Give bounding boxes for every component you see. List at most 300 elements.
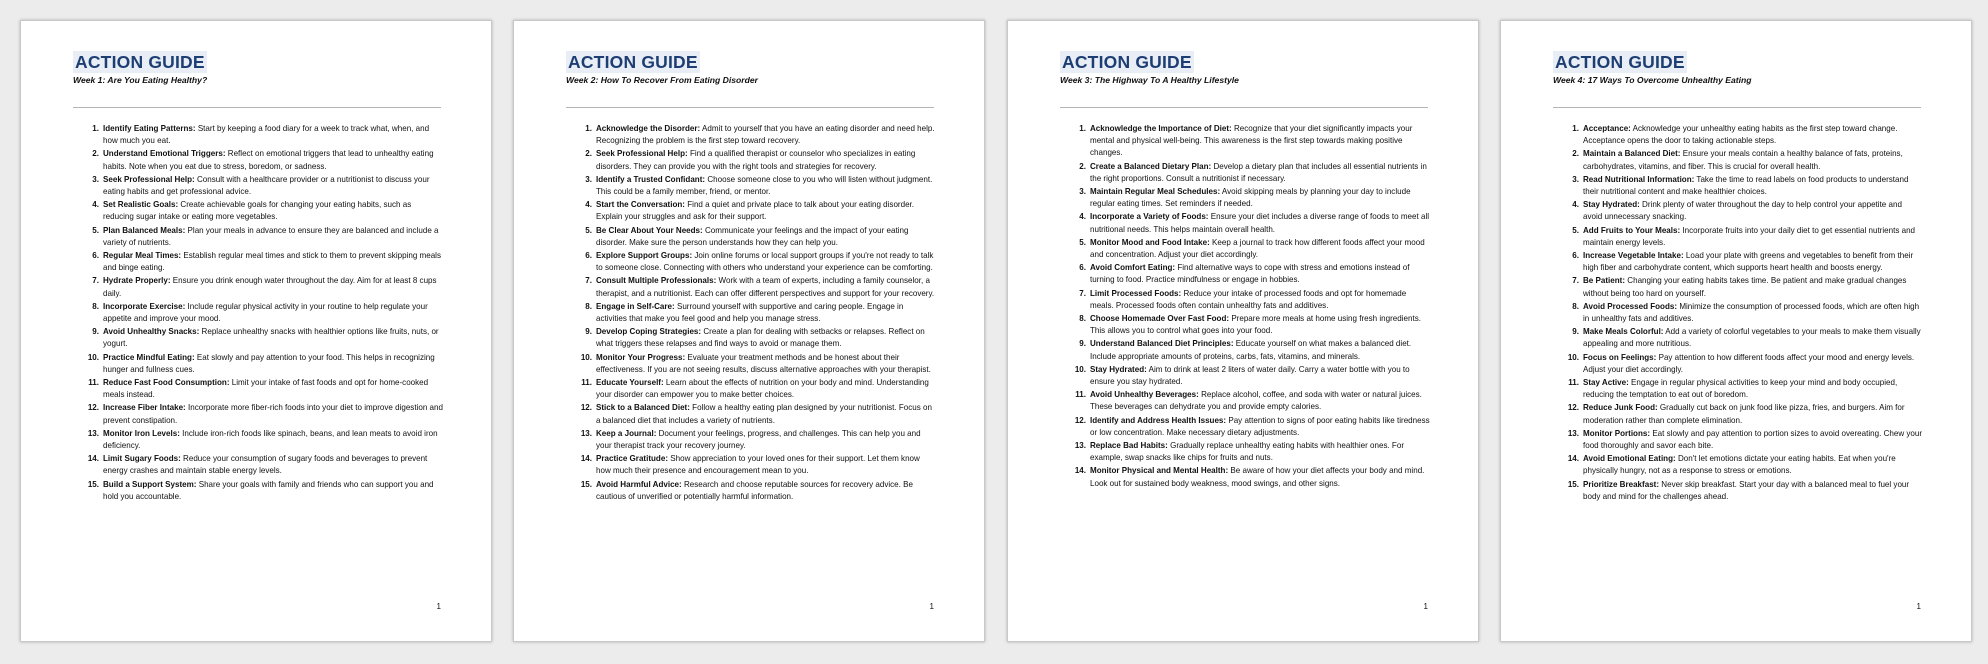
list-item: [1563, 479, 1923, 503]
list-item: [83, 123, 443, 147]
list-item: [576, 428, 936, 452]
item-number: 10.: [87, 352, 99, 362]
item-label: Seek Professional Help:: [596, 149, 688, 159]
page-number: 1: [1916, 602, 1921, 611]
item-label: Stay Hydrated:: [1583, 200, 1640, 210]
item-label: Keep a Journal:: [596, 428, 657, 438]
item-number: 1.: [585, 124, 592, 133]
item-label: Explore Support Groups:: [596, 251, 693, 261]
list-item: [83, 199, 443, 223]
item-body: [1583, 377, 1923, 401]
item-number: 6.: [585, 251, 592, 261]
list-item: [83, 326, 443, 350]
page-subtitle: Week 2: How To Recover From Eating Disorder: [566, 75, 758, 85]
divider: [1060, 107, 1428, 108]
item-number: 7.: [92, 276, 99, 286]
item-text: Keep a journal to track how different foods affect your mood and concentration. Adjust your diet accordingly.: [1090, 237, 1425, 260]
list-item: [1070, 415, 1430, 439]
list-item: [83, 402, 443, 426]
item-number: 8.: [585, 301, 592, 311]
list-item: [576, 479, 936, 503]
item-label: Practice Gratitude:: [596, 454, 668, 464]
item-number: 10.: [1567, 352, 1579, 362]
list-item: [1563, 174, 1923, 198]
item-number: 9.: [1572, 327, 1579, 337]
item-number: 3.: [585, 174, 592, 184]
item-number: 12.: [1074, 415, 1086, 425]
item-label: Plan Balanced Meals:: [103, 225, 186, 235]
item-number: 6.: [92, 251, 99, 261]
item-label: Avoid Unhealthy Beverages:: [1090, 390, 1199, 400]
item-number: 11.: [1568, 378, 1579, 388]
page-title: ACTION GUIDE: [75, 52, 205, 72]
item-label: Be Patient:: [1583, 276, 1626, 286]
item-text: Consult with a healthcare provider or a nutritionist to discuss your eating habits and get professional advice.: [103, 174, 430, 197]
item-body: [596, 377, 936, 401]
item-text: Limit your intake of fast foods and opt for home-cooked meals instead.: [103, 378, 429, 400]
item-text: Acknowledge your unhealthy eating habits as the first step toward change. Acceptance opens the door to taking actionable steps.: [1583, 124, 1898, 146]
item-number: 10.: [1074, 364, 1086, 374]
item-text: Changing your eating habits takes time. Be patient and make gradual changes without being too hard on yourself.: [1583, 276, 1907, 298]
item-body: [1090, 123, 1430, 160]
item-number: 3.: [1079, 187, 1086, 197]
item-number: 9.: [92, 327, 99, 337]
item-body: [1583, 402, 1923, 426]
item-label: Be Clear About Your Needs:: [596, 225, 703, 235]
item-text: Ensure your diet includes a diverse range of foods to meet all nutritional needs. This helps maintain overall health.: [1090, 212, 1430, 234]
item-label: Focus on Feelings:: [1583, 352, 1657, 362]
item-number: 11.: [1075, 390, 1086, 400]
item-text: Replace alcohol, coffee, and soda with water or natural juices. These beverages can dehydrate you and provide empty calories.: [1090, 390, 1422, 412]
item-number: 12.: [580, 403, 592, 413]
item-number: 15.: [1567, 479, 1579, 489]
list-item: [576, 148, 936, 172]
item-text: Evaluate your treatment methods and be honest about their effectiveness. If you are not seeing results, discuss alternative approaches with your therapist.: [596, 352, 931, 374]
item-body: [1583, 352, 1923, 376]
item-text: Pay attention to signs of poor eating habits like tiredness or low concentration. Make necessary dietary adjustments.: [1090, 415, 1430, 437]
list-item: [1563, 352, 1923, 376]
page-subtitle: Week 4: 17 Ways To Overcome Unhealthy Eating: [1553, 75, 1752, 85]
item-text: Show appreciation to your loved ones for their support. Let them know how much their presence and encouragement mean to you.: [596, 454, 920, 476]
item-body: [103, 453, 443, 477]
item-text: Establish regular meal times and stick to them to prevent skipping meals and binge eating.: [103, 251, 441, 273]
item-number: 14.: [1074, 466, 1086, 476]
item-label: Acknowledge the Importance of Diet:: [1090, 124, 1232, 133]
item-body: [596, 402, 936, 426]
item-label: Read Nutritional Information:: [1583, 174, 1695, 184]
action-list: [566, 123, 936, 503]
list-item: [1070, 186, 1430, 210]
list-item: [1563, 402, 1923, 426]
list-item: [83, 479, 443, 503]
item-number: 4.: [92, 200, 99, 210]
item-number: 14.: [580, 454, 592, 464]
list-item: [1070, 123, 1430, 160]
item-text: Gradually replace unhealthy eating habits with healthier ones. For example, swap snacks like chips for fruits and nuts.: [1090, 441, 1405, 463]
item-body: [103, 225, 443, 249]
item-text: Prepare more meals at home using fresh ingredients. This allows you to control what goes into your food.: [1090, 314, 1421, 336]
item-body: [596, 428, 936, 452]
item-body: [596, 174, 936, 198]
item-body: [1090, 186, 1430, 210]
item-number: 9.: [585, 327, 592, 337]
item-number: 14.: [1567, 454, 1579, 464]
item-label: Replace Bad Habits:: [1090, 441, 1168, 451]
item-text: Load your plate with greens and vegetables to benefit from their high fiber and carbohydrate content, which supports heart health and boosts energy.: [1583, 251, 1914, 273]
item-label: Educate Yourself:: [596, 378, 664, 388]
list-item: [83, 225, 443, 249]
item-body: [103, 275, 443, 299]
item-number: 1.: [92, 124, 99, 133]
item-number: 12.: [1567, 403, 1579, 413]
item-number: 5.: [585, 225, 592, 235]
item-text: Choose someone close to you who will listen without judgment. This could be a family member, friend, or mentor.: [596, 174, 933, 197]
item-label: Make Meals Colorful:: [1583, 327, 1664, 337]
item-body: [103, 326, 443, 350]
list-item: [1563, 428, 1923, 452]
item-body: [596, 225, 936, 249]
item-body: [596, 199, 936, 223]
item-body: [596, 123, 936, 147]
item-body: [103, 352, 443, 376]
item-label: Identify Eating Patterns:: [103, 124, 196, 133]
list-item: [1070, 440, 1430, 464]
list-item: [1070, 288, 1430, 312]
list-item: [576, 352, 936, 376]
list-item: [576, 123, 936, 147]
item-body: [1090, 262, 1430, 286]
item-number: 11.: [88, 378, 99, 388]
list-item: [1563, 148, 1923, 172]
item-number: 6.: [1079, 263, 1086, 273]
item-body: [596, 479, 936, 503]
document-page-week-2: [513, 20, 985, 642]
item-body: [103, 377, 443, 401]
item-text: Start by keeping a food diary for a week to track what, when, and how much you eat.: [103, 124, 430, 146]
item-number: 6.: [1572, 251, 1579, 261]
list-item: [1070, 389, 1430, 413]
item-body: [1090, 364, 1430, 388]
item-label: Acceptance:: [1583, 124, 1631, 133]
item-number: 7.: [585, 276, 592, 286]
item-number: 4.: [1079, 212, 1086, 222]
list-item: [83, 453, 443, 477]
item-body: [596, 301, 936, 325]
item-label: Seek Professional Help:: [103, 174, 195, 184]
page-title: ACTION GUIDE: [1555, 52, 1685, 72]
item-body: [103, 148, 443, 172]
item-text: Research and choose reputable sources for recovery advice. Be cautious of unverified or potentially harmful information.: [596, 479, 913, 501]
item-label: Stay Hydrated:: [1090, 364, 1147, 374]
item-label: Practice Mindful Eating:: [103, 352, 195, 362]
item-body: [596, 352, 936, 376]
item-body: [1583, 275, 1923, 299]
item-body: [1583, 453, 1923, 477]
list-item: [1070, 237, 1430, 261]
item-label: Identify a Trusted Confidant:: [596, 174, 706, 184]
item-label: Monitor Your Progress:: [596, 352, 686, 362]
item-text: Eat slowly and pay attention to portion sizes to avoid overeating. Chew your food thoroughly and savor each bite.: [1583, 428, 1923, 451]
item-number: 15.: [580, 479, 592, 489]
item-body: [596, 148, 936, 172]
item-body: [596, 453, 936, 477]
list-item: [83, 377, 443, 401]
list-item: [1563, 225, 1923, 249]
list-item: [1563, 301, 1923, 325]
item-number: 13.: [1074, 441, 1086, 451]
list-item: [1070, 364, 1430, 388]
item-number: 12.: [87, 403, 99, 413]
item-text: Find alternative ways to cope with stress and emotions instead of turning to food. Practice mindfulness or engage in hobbies.: [1090, 263, 1410, 285]
item-body: [1583, 225, 1923, 249]
list-item: [576, 377, 936, 401]
item-body: [1090, 211, 1430, 235]
item-label: Avoid Harmful Advice:: [596, 479, 682, 489]
item-body: [1090, 313, 1430, 337]
item-label: Avoid Unhealthy Snacks:: [103, 327, 200, 337]
list-item: [576, 301, 936, 325]
list-item: [1563, 453, 1923, 477]
item-text: Join online forums or local support groups if you're not ready to talk to someone close. Connecting with others who understand your experience can be comforting.: [596, 251, 934, 273]
list-item: [1563, 275, 1923, 299]
divider: [73, 107, 441, 108]
item-label: Increase Fiber Intake:: [103, 403, 186, 413]
item-text: Include iron-rich foods like spinach, beans, and lean meats to avoid iron deficiency.: [103, 428, 438, 451]
item-label: Avoid Comfort Eating:: [1090, 263, 1176, 273]
list-item: [576, 275, 936, 299]
item-body: [103, 123, 443, 147]
item-number: 9.: [1079, 339, 1086, 349]
item-number: 5.: [1572, 225, 1579, 235]
item-number: 5.: [92, 225, 99, 235]
item-text: Add a variety of colorful vegetables to your meals to make them visually appealing and more nutritious.: [1583, 327, 1921, 349]
item-text: Be aware of how your diet affects your body and mind. Look out for sustained body weakness, mood swings, and other signs.: [1090, 466, 1425, 488]
item-text: Find a quiet and private place to talk about your eating disorder. Explain your struggles and ask for their support.: [596, 200, 915, 222]
item-text: Incorporate more fiber-rich foods into your diet to improve digestion and prevent constipation.: [103, 403, 443, 425]
item-number: 7.: [1572, 276, 1579, 286]
item-label: Monitor Mood and Food Intake:: [1090, 237, 1210, 247]
item-body: [103, 174, 443, 198]
item-body: [1583, 479, 1923, 503]
action-list: [1553, 123, 1923, 503]
item-label: Regular Meal Times:: [103, 251, 182, 261]
list-item: [83, 428, 443, 452]
list-item: [576, 326, 936, 350]
item-text: Drink plenty of water throughout the day to help control your appetite and avoid unnecessary snacking.: [1583, 200, 1902, 222]
list-item: [83, 148, 443, 172]
item-number: 1.: [1079, 124, 1086, 133]
list-item: [83, 275, 443, 299]
document-page-week-4: [1500, 20, 1972, 642]
item-text: Avoid skipping meals by planning your day to include regular eating times. Set reminders if needed.: [1090, 187, 1411, 209]
item-text: Don't let emotions dictate your eating habits. Eat when you're physically hungry, not as a response to stress or emotions.: [1583, 454, 1896, 476]
list-item: [1070, 465, 1430, 489]
item-label: Incorporate Exercise:: [103, 301, 186, 311]
item-label: Maintain a Balanced Diet:: [1583, 149, 1681, 159]
item-label: Acknowledge the Disorder:: [596, 124, 701, 133]
item-body: [1090, 415, 1430, 439]
item-text: Incorporate fruits into your daily diet to get essential nutrients and maintain energy levels.: [1583, 225, 1916, 247]
item-text: Admit to yourself that you have an eating disorder and need help. Recognizing the problem is the first step toward recovery.: [596, 124, 935, 146]
item-body: [1090, 288, 1430, 312]
item-text: Pay attention to how different foods affect your mood and energy levels. Adjust your diet accordingly.: [1583, 352, 1915, 374]
item-number: 10.: [580, 352, 592, 362]
list-item: [83, 174, 443, 198]
list-item: [1070, 211, 1430, 235]
item-text: Recognize that your diet significantly impacts your mental and physical well-being. This awareness is the first step towards making positive changes.: [1090, 124, 1413, 158]
item-label: Reduce Junk Food:: [1583, 403, 1658, 413]
document-page-week-3: [1007, 20, 1479, 642]
list-item: [576, 453, 936, 477]
item-body: [596, 275, 936, 299]
item-body: [1090, 389, 1430, 413]
page-number: 1: [436, 602, 441, 611]
item-number: 14.: [87, 454, 99, 464]
item-body: [1583, 199, 1923, 223]
item-body: [1583, 148, 1923, 172]
list-item: [1070, 338, 1430, 362]
item-number: 8.: [1079, 314, 1086, 324]
item-number: 3.: [92, 174, 99, 184]
item-text: Create achievable goals for changing your eating habits, such as reducing sugar intake or eating more vegetables.: [103, 200, 412, 222]
item-body: [1583, 428, 1923, 452]
item-text: Surround yourself with supportive and caring people. Engage in activities that make you feel good and help you manage stress.: [596, 301, 904, 324]
list-item: [1563, 199, 1923, 223]
item-number: 8.: [1572, 301, 1579, 311]
item-label: Incorporate a Variety of Foods:: [1090, 212, 1209, 222]
item-body: [1583, 174, 1923, 198]
item-label: Stay Active:: [1583, 378, 1629, 388]
item-number: 3.: [1572, 174, 1579, 184]
page-number: 1: [1423, 602, 1428, 611]
item-number: 2.: [92, 149, 99, 159]
item-label: Limit Sugary Foods:: [103, 454, 181, 464]
item-text: Learn about the effects of nutrition on your body and mind. Understanding your disorder can empower you to make better choices.: [596, 378, 929, 400]
item-text: Educate yourself on what makes a balanced diet. Include appropriate amounts of proteins, carbs, fats, vitamins, and minerals.: [1090, 339, 1412, 361]
list-item: [1070, 313, 1430, 337]
item-number: 4.: [585, 200, 592, 210]
item-label: Monitor Portions:: [1583, 428, 1651, 438]
item-label: Choose Homemade Over Fast Food:: [1090, 314, 1230, 324]
item-number: 2.: [1572, 149, 1579, 159]
item-label: Prioritize Breakfast:: [1583, 479, 1660, 489]
list-item: [83, 301, 443, 325]
item-label: Maintain Regular Meal Schedules:: [1090, 187, 1221, 197]
list-item: [83, 352, 443, 376]
item-label: Stick to a Balanced Diet:: [596, 403, 690, 413]
item-body: [596, 250, 936, 274]
list-item: [1563, 326, 1923, 350]
list-item: [576, 250, 936, 274]
item-text: Gradually cut back on junk food like pizza, fries, and burgers. Aim for moderation rather than complete elimination.: [1583, 403, 1905, 425]
item-label: Hydrate Properly:: [103, 276, 171, 286]
item-number: 2.: [585, 149, 592, 159]
item-label: Understand Balanced Diet Principles:: [1090, 339, 1234, 349]
item-text: Engage in regular physical activities to keep your mind and body occupied, reducing the temptation to eat out of boredom.: [1583, 378, 1898, 400]
item-number: 1.: [1572, 124, 1579, 133]
item-body: [1090, 465, 1430, 489]
item-number: 13.: [1567, 428, 1579, 438]
item-number: 13.: [87, 428, 99, 438]
item-label: Develop Coping Strategies:: [596, 327, 702, 337]
item-number: 13.: [580, 428, 592, 438]
item-label: Start the Conversation:: [596, 200, 685, 210]
item-label: Reduce Fast Food Consumption:: [103, 378, 230, 388]
item-text: Reflect on emotional triggers that lead to unhealthy eating habits. Note when you eat due to stress, boredom, or sadness.: [103, 149, 434, 171]
item-text: Create a plan for dealing with setbacks or relapses. Reflect on what triggers these relapses and find ways to avoid or manage them.: [596, 327, 925, 349]
page-title: ACTION GUIDE: [1062, 52, 1192, 72]
item-text: Work with a team of experts, including a family counselor, a therapist, and a nutritionist. Each can offer different perspectives and support for your recovery.: [596, 276, 935, 298]
list-item: [576, 225, 936, 249]
item-text: Never skip breakfast. Start your day with a balanced meal to fuel your body and mind for the challenges ahead.: [1583, 479, 1910, 501]
action-list: [73, 123, 443, 503]
item-body: [596, 326, 936, 350]
item-label: Increase Vegetable Intake:: [1583, 251, 1684, 261]
item-label: Add Fruits to Your Meals:: [1583, 225, 1681, 235]
item-text: Minimize the consumption of processed foods, which are often high in unhealthy fats and additives.: [1583, 301, 1920, 324]
divider: [566, 107, 934, 108]
item-body: [1090, 338, 1430, 362]
item-body: [1583, 326, 1923, 350]
list-item: [576, 402, 936, 426]
item-body: [1583, 301, 1923, 325]
item-body: [103, 402, 443, 426]
page-subtitle: Week 1: Are You Eating Healthy?: [73, 75, 208, 85]
item-body: [1090, 440, 1430, 464]
item-body: [1090, 237, 1430, 261]
list-item: [576, 174, 936, 198]
item-text: Plan your meals in advance to ensure they are balanced and include a variety of nutrients.: [103, 225, 439, 247]
item-label: Build a Support System:: [103, 479, 197, 489]
list-item: [576, 199, 936, 223]
item-label: Understand Emotional Triggers:: [103, 149, 226, 159]
item-text: Include regular physical activity in your routine to help regulate your appetite and improve your mood.: [103, 301, 428, 324]
item-number: 5.: [1079, 237, 1086, 247]
list-item: [83, 250, 443, 274]
item-text: Follow a healthy eating plan designed by your nutritionist. Focus on a balanced diet that includes a variety of nutrients.: [596, 403, 932, 425]
item-text: Develop a dietary plan that includes all essential nutrients in the right proportions. Consult a nutritionist if necessary.: [1090, 161, 1427, 183]
page-number: 1: [929, 602, 934, 611]
item-text: Document your feelings, progress, and challenges. This can help you and your therapist track your recovery journey.: [596, 428, 921, 451]
item-body: [103, 199, 443, 223]
item-label: Monitor Iron Levels:: [103, 428, 180, 438]
item-text: Ensure your meals contain a healthy balance of fats, proteins, carbohydrates, vitamins, and fiber. This is crucial for overall health.: [1583, 149, 1903, 171]
item-body: [103, 428, 443, 452]
item-label: Monitor Physical and Mental Health:: [1090, 466, 1229, 476]
item-text: Replace unhealthy snacks with healthier options like fruits, nuts, or yogurt.: [103, 327, 439, 349]
item-text: Share your goals with family and friends who can support you and hold you accountable.: [103, 479, 434, 501]
document-page-week-1: [20, 20, 492, 642]
item-label: Avoid Processed Foods:: [1583, 301, 1678, 311]
item-text: Find a qualified therapist or counselor who specializes in eating disorders. They can provide you with the right tools and strategies for recovery.: [596, 149, 916, 171]
item-number: 2.: [1079, 161, 1086, 171]
item-number: 11.: [581, 378, 592, 388]
item-label: Consult Multiple Professionals:: [596, 276, 717, 286]
item-text: Reduce your consumption of sugary foods and beverages to prevent energy crashes and maintain stable energy levels.: [103, 454, 428, 476]
item-text: Ensure you drink enough water throughout the day. Aim for at least 8 cups daily.: [103, 276, 437, 298]
list-item: [1563, 123, 1923, 147]
item-label: Identify and Address Health Issues:: [1090, 415, 1227, 425]
list-item: [1563, 377, 1923, 401]
list-item: [1070, 262, 1430, 286]
item-body: [103, 301, 443, 325]
item-number: 8.: [92, 301, 99, 311]
item-text: Communicate your feelings and the impact of your eating disorder. Make sure the person understands how they can help you.: [596, 225, 909, 247]
list-item: [1070, 161, 1430, 185]
list-item: [1563, 250, 1923, 274]
item-body: [1583, 250, 1923, 274]
item-body: [1583, 123, 1923, 147]
